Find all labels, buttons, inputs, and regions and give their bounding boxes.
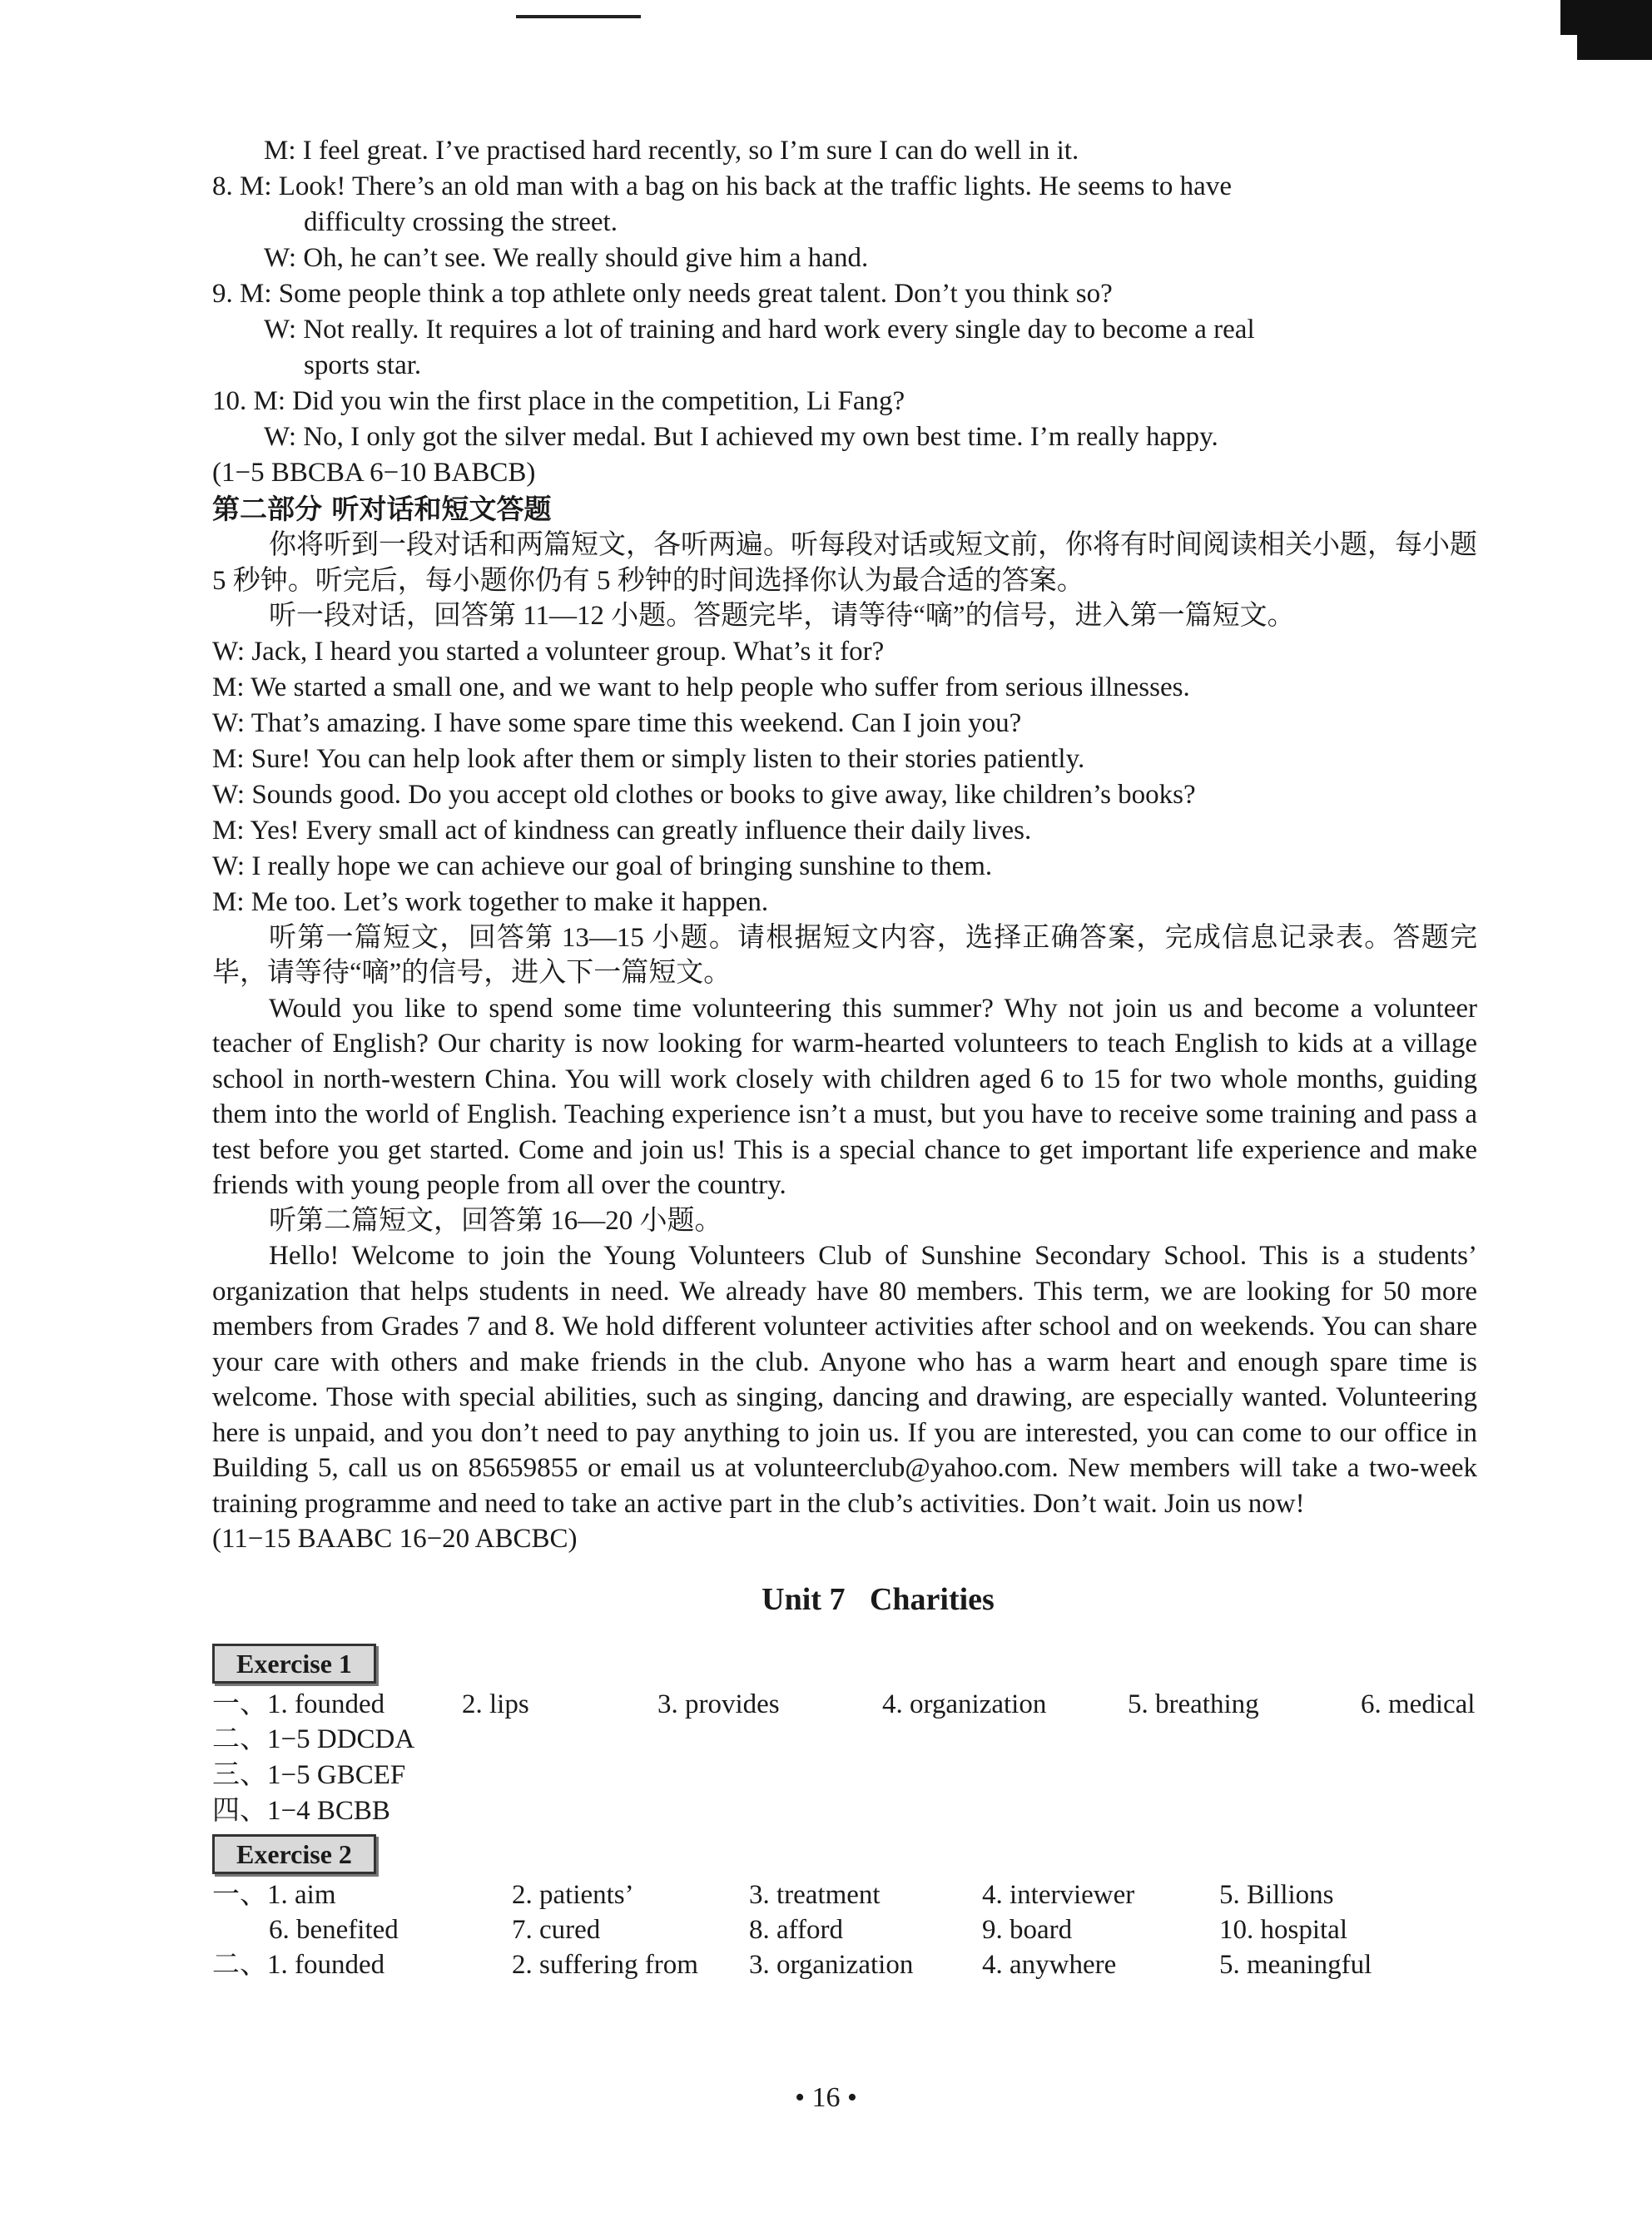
dialogue-intro: 听一段对话，回答第 11—12 小题。答题完毕，请等待“嘀”的信号，进入第一篇短文。	[269, 601, 1295, 631]
exercise2	[212, 1829, 1477, 1982]
answer-item: 6. benefited	[269, 1915, 399, 1945]
text-line: sports star.	[304, 350, 422, 380]
text-line: 9. M: Some people think a top athlete only needs great talent. Don’t you think so?	[212, 279, 1113, 309]
answer-item: 4. organization	[882, 1689, 1047, 1719]
passage1-intro: 听第一篇短文，回答第 13—15 小题。请根据短文内容，选择正确答案，完成信息记录表。答题完毕，请等待“嘀”的信号，进入下一篇短文。	[212, 922, 1477, 988]
answer-item: 2. lips	[462, 1689, 529, 1719]
dialogue-line: M: Yes! Every small act of kindness can greatly influence their daily lives.	[212, 815, 1032, 846]
text-line: W: Oh, he can’t see. We really should give him a hand.	[264, 243, 869, 273]
answer-row: 二、1−5 DDCDA	[212, 1724, 415, 1754]
answer-row: 四、1−4 BCBB	[212, 1796, 390, 1826]
answer-item: 4. anywhere	[982, 1950, 1117, 1980]
answer-item: 7. cured	[512, 1915, 601, 1945]
answer-row: 三、1−5 GBCEF	[212, 1760, 406, 1790]
answer-item: 5. meaningful	[1219, 1950, 1372, 1980]
dialogue	[212, 634, 1477, 920]
answer-item: 一、1. aim	[212, 1880, 336, 1910]
dialogue-line: M: Sure! You can help look after them or simply listen to their stories patiently.	[212, 743, 1085, 774]
answer-item: 一、1. founded	[212, 1689, 385, 1719]
unit-name: Charities	[869, 1582, 995, 1617]
answer-item: 5. breathing	[1128, 1689, 1259, 1719]
text-line: 8. M: Look! There’s an old man with a bag on his back at the traffic lights. He seems to have	[212, 171, 1232, 201]
text-line: W: Not really. It requires a lot of training and hard work every single day to become a real	[264, 315, 1255, 345]
exercise2-grid	[212, 1877, 1477, 1982]
passage2: Hello! Welcome to join the Young Volunteers Club of Sunshine Secondary School. This is a students’ organization that helps students in need. We already have 80 members. This term, we are looking for 50 more members from Grades 7 and 8. We hold different volunteer activities after school and on weekends. You can share your care with others and make friends in the club. Anyone who has a warm heart and enough spare time is welcome. Those with special abilities, such as singing, dancing and drawing, are especially wanted. Volunteering here is unpaid, and you don’t need to pay anything to join us. If you are interested, you can come to our office in Building 5, call us on 85659855 or email us at volunteerclub@yahoo.com. New members will take a two-week training programme and need to take an active part in the club’s activities. Don’t wait. Join us now!	[212, 1241, 1477, 1519]
dialogue-line: W: Jack, I heard you started a volunteer group. What’s it for?	[212, 636, 885, 667]
dialogue-line: M: We started a small one, and we want to help people who suffer from serious illnesses.	[212, 672, 1190, 702]
answer-item: 2. patients’	[512, 1880, 634, 1910]
answer-item: 二、1. founded	[212, 1950, 385, 1980]
top-rule	[516, 15, 641, 18]
page-number: • 16 •	[795, 2082, 857, 2113]
dialogue-line: W: Sounds good. Do you accept old clothes or books to give away, like children’s books?	[212, 779, 1196, 810]
text-line: 10. M: Did you win the first place in the competition, Li Fang?	[212, 386, 905, 416]
exercise1	[212, 1639, 1477, 1829]
page-content	[212, 133, 1477, 1982]
answer-item: 3. treatment	[749, 1880, 881, 1910]
text-line: difficulty crossing the street.	[304, 207, 618, 237]
answer-item: 8. afford	[749, 1915, 844, 1945]
answer-key-part2: (11−15 BAABC 16−20 ABCBC)	[212, 1524, 578, 1554]
listening-part1-tail	[212, 133, 1477, 491]
answer-item: 2. suffering from	[512, 1950, 698, 1980]
passage1: Would you like to spend some time volunteering this summer? Why not join us and become a volunteer teacher of English? Our charity is now looking for warm-hearted volunteers to teach English to kids at a village school in north-western China. You will work closely with children aged 6 to 15 for two whole months, guiding them into the world of English. Teaching experience isn’t a must, but you have to receive some training and pass a test before you get started. Come and join us! This is a special chance to get important life experience and make friends with young people from all over the country.	[212, 993, 1477, 1200]
answer-item: 3. provides	[657, 1689, 780, 1719]
exercise1-row1	[212, 1687, 1477, 1722]
instructions: 你将听到一段对话和两篇短文，各听两遍。听每段对话或短文前，你将有时间阅读相关小题，每小题 5 秒钟。听完后，每小题你仍有 5 秒钟的时间选择你认为最合适的答案。	[212, 530, 1477, 596]
answer-item: 9. board	[982, 1915, 1073, 1945]
text-line: W: No, I only got the silver medal. But I achieved my own best time. I’m really happy.	[264, 422, 1218, 452]
answer-key-part1: (1−5 BBCBA 6−10 BABCB)	[212, 458, 536, 488]
exercise2-label: Exercise 2	[212, 1834, 376, 1874]
answer-item: 6. medical	[1361, 1689, 1476, 1719]
text-line: M: I feel great. I’ve practised hard recently, so I’m sure I can do well in it.	[264, 136, 1079, 166]
unit-title	[212, 1579, 1477, 1620]
exercise1-label: Exercise 1	[212, 1644, 376, 1684]
dialogue-line: W: That’s amazing. I have some spare time this weekend. Can I join you?	[212, 707, 1022, 738]
section-heading: 第二部分 听对话和短文答题	[212, 493, 552, 525]
answer-item: 10. hospital	[1219, 1915, 1347, 1945]
dialogue-line: M: Me too. Let’s work together to make it happen.	[212, 886, 769, 917]
part2-section	[212, 491, 1477, 1557]
answer-item: 5. Billions	[1219, 1880, 1334, 1910]
passage2-intro: 听第二篇短文，回答第 16—20 小题。	[269, 1205, 722, 1236]
answer-item: 4. interviewer	[982, 1880, 1135, 1910]
corner-mark	[1560, 0, 1652, 60]
dialogue-line: W: I really hope we can achieve our goal of bringing sunshine to them.	[212, 851, 993, 881]
unit-number: Unit 7	[762, 1582, 846, 1617]
answer-item: 3. organization	[749, 1950, 914, 1980]
